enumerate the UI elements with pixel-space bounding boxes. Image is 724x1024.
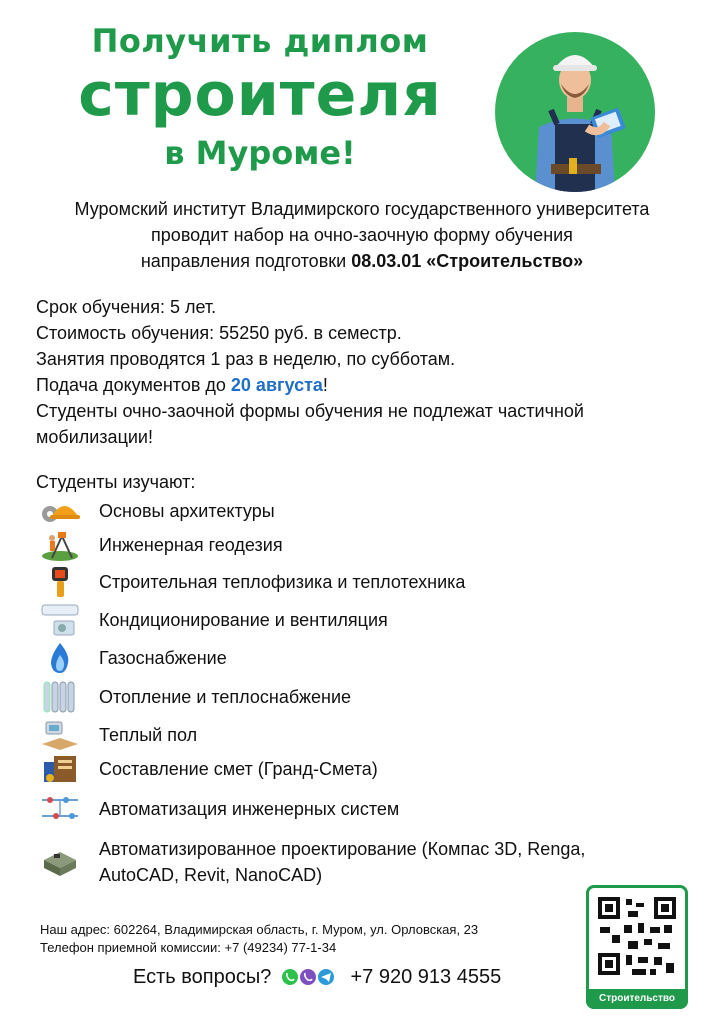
fact-cost: Стоимость обучения: 55250 руб. в семестр. bbox=[36, 323, 402, 343]
subject-item bbox=[0, 680, 724, 710]
fact-deadline bbox=[36, 372, 696, 398]
subject-item bbox=[0, 752, 724, 782]
subjects-title: Студенты изучают: bbox=[36, 472, 196, 492]
subject-label: Газоснабжение bbox=[99, 648, 227, 668]
headline-line2: строителя bbox=[78, 60, 442, 130]
helmet-gears-icon bbox=[40, 494, 80, 528]
intro-line1: Муромский институт Владимирского государственного университета bbox=[74, 199, 650, 219]
intro-line2: проводит набор на очно-заочную форму обучения bbox=[151, 225, 573, 245]
subject-item bbox=[0, 565, 724, 595]
subject-label: Инженерная геодезия bbox=[99, 535, 283, 555]
subject-label: Строительная теплофизика и теплотехника bbox=[99, 572, 466, 592]
fact-mobilization-line1: Студенты очно-заочной формы обучения не подлежат частичной bbox=[36, 401, 584, 421]
intro-line3 bbox=[0, 248, 724, 274]
intro-line3-prefix: направления подготовки bbox=[140, 251, 352, 271]
subject-label: Кондиционирование и вентиляция bbox=[99, 610, 388, 630]
fact-schedule: Занятия проводятся 1 раз в неделю, по субботам. bbox=[36, 349, 456, 369]
gas-flame-icon bbox=[40, 641, 80, 675]
whatsapp-icon[interactable] bbox=[281, 968, 299, 992]
subject-label: Автоматизация инженерных систем bbox=[99, 799, 400, 819]
subject-label-line2: AutoCAD, Revit, NanoCAD) bbox=[99, 865, 323, 885]
radiator-icon bbox=[40, 680, 80, 714]
subject-item bbox=[0, 792, 724, 822]
questions-label: Есть вопросы? bbox=[133, 966, 272, 988]
subject-item bbox=[0, 494, 724, 524]
facts-block bbox=[36, 294, 696, 450]
thermal-camera-icon bbox=[40, 565, 80, 599]
subject-label: Теплый пол bbox=[99, 725, 198, 745]
questions-row bbox=[133, 966, 501, 992]
fact-mobilization-line2: мобилизации! bbox=[36, 427, 153, 447]
headline-line3: в Муроме! bbox=[164, 134, 356, 172]
deadline-date: 20 августа bbox=[230, 375, 323, 395]
subject-item bbox=[0, 603, 724, 633]
subject-label-line1: Автоматизированное проектирование (Компас 3D, Renga, bbox=[99, 839, 586, 859]
program-code: 08.03.01 «Строительство» bbox=[351, 251, 584, 271]
building-model-icon bbox=[40, 842, 80, 876]
subject-label: Составление смет (Гранд-Смета) bbox=[99, 759, 378, 779]
air-conditioner-icon bbox=[40, 603, 80, 637]
admission-phone: Телефон приемной комиссии: +7 (49234) 77-1-34 bbox=[40, 940, 337, 955]
intro-paragraph bbox=[0, 196, 724, 274]
subject-item bbox=[0, 832, 724, 888]
subject-item bbox=[0, 528, 724, 558]
contact-mobile[interactable]: +7 920 913 4555 bbox=[350, 966, 502, 988]
deadline-suffix: ! bbox=[322, 375, 328, 395]
subject-label: Основы архитектуры bbox=[99, 501, 275, 521]
estimate-documents-icon bbox=[40, 752, 80, 786]
viber-icon[interactable] bbox=[299, 968, 317, 992]
surveyor-icon bbox=[40, 528, 80, 562]
floor-heating-icon bbox=[40, 718, 80, 752]
subject-label-multiline bbox=[99, 836, 669, 888]
builder-photo bbox=[495, 32, 655, 192]
deadline-prefix: Подача документов до bbox=[36, 375, 231, 395]
telegram-icon[interactable] bbox=[317, 968, 335, 992]
automation-scheme-icon bbox=[40, 792, 80, 826]
qr-code[interactable] bbox=[586, 885, 688, 1009]
subject-item bbox=[0, 641, 724, 671]
subject-label: Отопление и теплоснабжение bbox=[99, 687, 352, 707]
fact-duration: Срок обучения: 5 лет. bbox=[36, 297, 217, 317]
address-text: Наш адрес: 602264, Владимирская область, г. Муром, ул. Орловская, 23 bbox=[40, 922, 479, 937]
headline-line1: Получить диплом bbox=[91, 22, 429, 60]
qr-label: Строительство bbox=[586, 989, 688, 1009]
subject-item bbox=[0, 718, 724, 748]
